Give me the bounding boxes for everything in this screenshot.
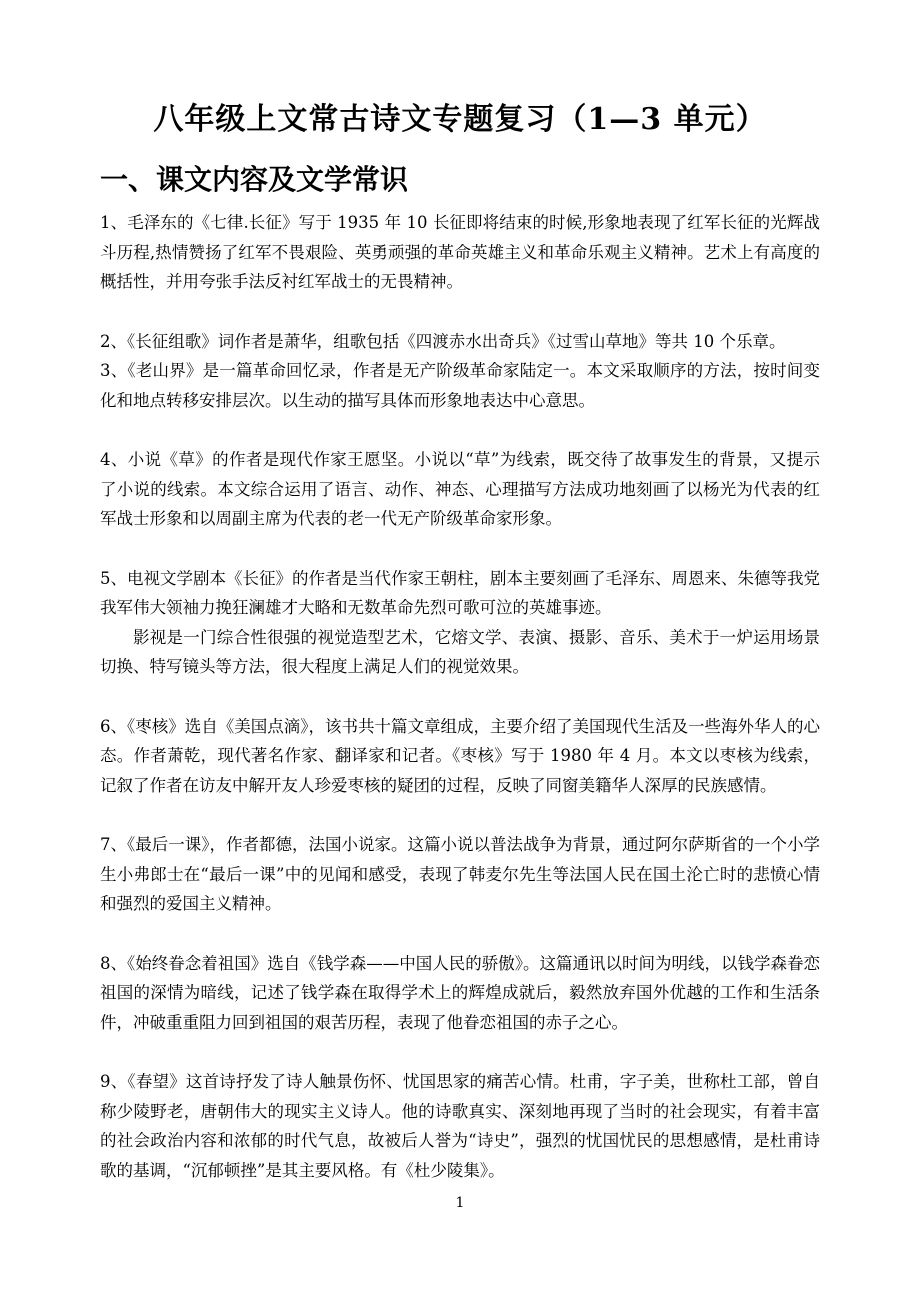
paragraph-5-continued: 影视是一门综合性很强的视觉造型艺术，它熔文学、表演、摄影、音乐、美术于一炉运用场景切换、特写镜头等方法，很大程度上满足人们的视觉效果。 [100,627,820,676]
document-page [100,96,820,1185]
paragraph-8: 8、《始终眷念着祖国》选自《钱学森——中国人民的骄傲》。这篇通讯以时间为明线，以钱学森眷恋祖国的深情为暗线，记述了钱学森在取得学术上的辉煌成就后，毅然放弃国外优越的工作和生活条件，冲破重重阻力回到祖国的艰苦历程，表现了他眷恋祖国的赤子之心。 [100,953,820,1032]
paragraph-5: 5、电视文学剧本《长征》的作者是当代作家王朝柱，剧本主要刻画了毛泽东、周恩来、朱德等我党我军伟大领袖力挽狂澜雄才大略和无数革命先烈可歌可泣的英雄事迹。 [100,568,820,617]
paragraph-2: 2、《长征组歌》词作者是萧华，组歌包括《四渡赤水出奇兵》《过雪山草地》等共 10 个乐章。 [100,331,786,351]
paragraph-6: 6、《枣核》选自《美国点滴》，该书共十篇文章组成，主要介绍了美国现代生活及一些海外华人的心态。作者萧乾，现代著名作家、翻译家和记者。《枣核》写于 1980 年 4 月。本文以枣核为线索，记叙了作者在访友中解开友人珍爱枣核的疑团的过程，反映了同窗美籍华人深厚的民族感情。 [100,716,820,795]
paragraph-9: 9、《春望》这首诗抒发了诗人触景伤怀、忧国思家的痛苦心情。杜甫，字子美，世称杜工部，曾自称少陵野老，唐朝伟大的现实主义诗人。他的诗歌真实、深刻地再现了当时的社会现实，有着丰富的社会政治内容和浓郁的时代气息，故被后人誉为“诗史”，强烈的忧国忧民的思想感情，是杜甫诗歌的基调，“沉郁顿挫”是其主要风格。有《杜少陵集》。 [100,1072,820,1180]
paragraph-3: 3、《老山界》是一篇革命回忆录，作者是无产阶级革命家陆定一。本文采取顺序的方法，按时间变化和地点转移安排层次。以生动的描写具体而形象地表达中心意思。 [100,361,820,410]
paragraph-4: 4、小说《草》的作者是现代作家王愿坚。小说以“草”为线索，既交待了故事发生的背景，又提示了小说的线索。本文综合运用了语言、动作、神态、心理描写方法成功地刻画了以杨光为代表的红军战士形象和以周副主席为代表的老一代无产阶级革命家形象。 [100,450,820,528]
paragraph-1: 1、毛泽东的《七律.长征》写于 1935 年 10 长征即将结束的时候,形象地表现了红军长征的光辉战斗历程,热情赞扬了红军不畏艰险、英勇顽强的革命英雄主义和革命乐观主义精神。艺术上有高度的概括性，并用夸张手法反衬红军战士的无畏精神。 [100,213,820,291]
document-title: 八年级上文常古诗文专题复习（1—3 单元） [153,102,767,137]
page-number: 1 [455,1195,465,1211]
section-heading: 一、课文内容及文学常识 [100,163,409,196]
paragraph-7: 7、《最后一课》，作者都德，法国小说家。这篇小说以普法战争为背景，通过阿尔萨斯省的一个小学生小弗郎士在“最后一课”中的见闻和感受，表现了韩麦尔先生等法国人民在国土沦亡时的悲愤心情和强烈的爱国主义精神。 [100,835,820,913]
